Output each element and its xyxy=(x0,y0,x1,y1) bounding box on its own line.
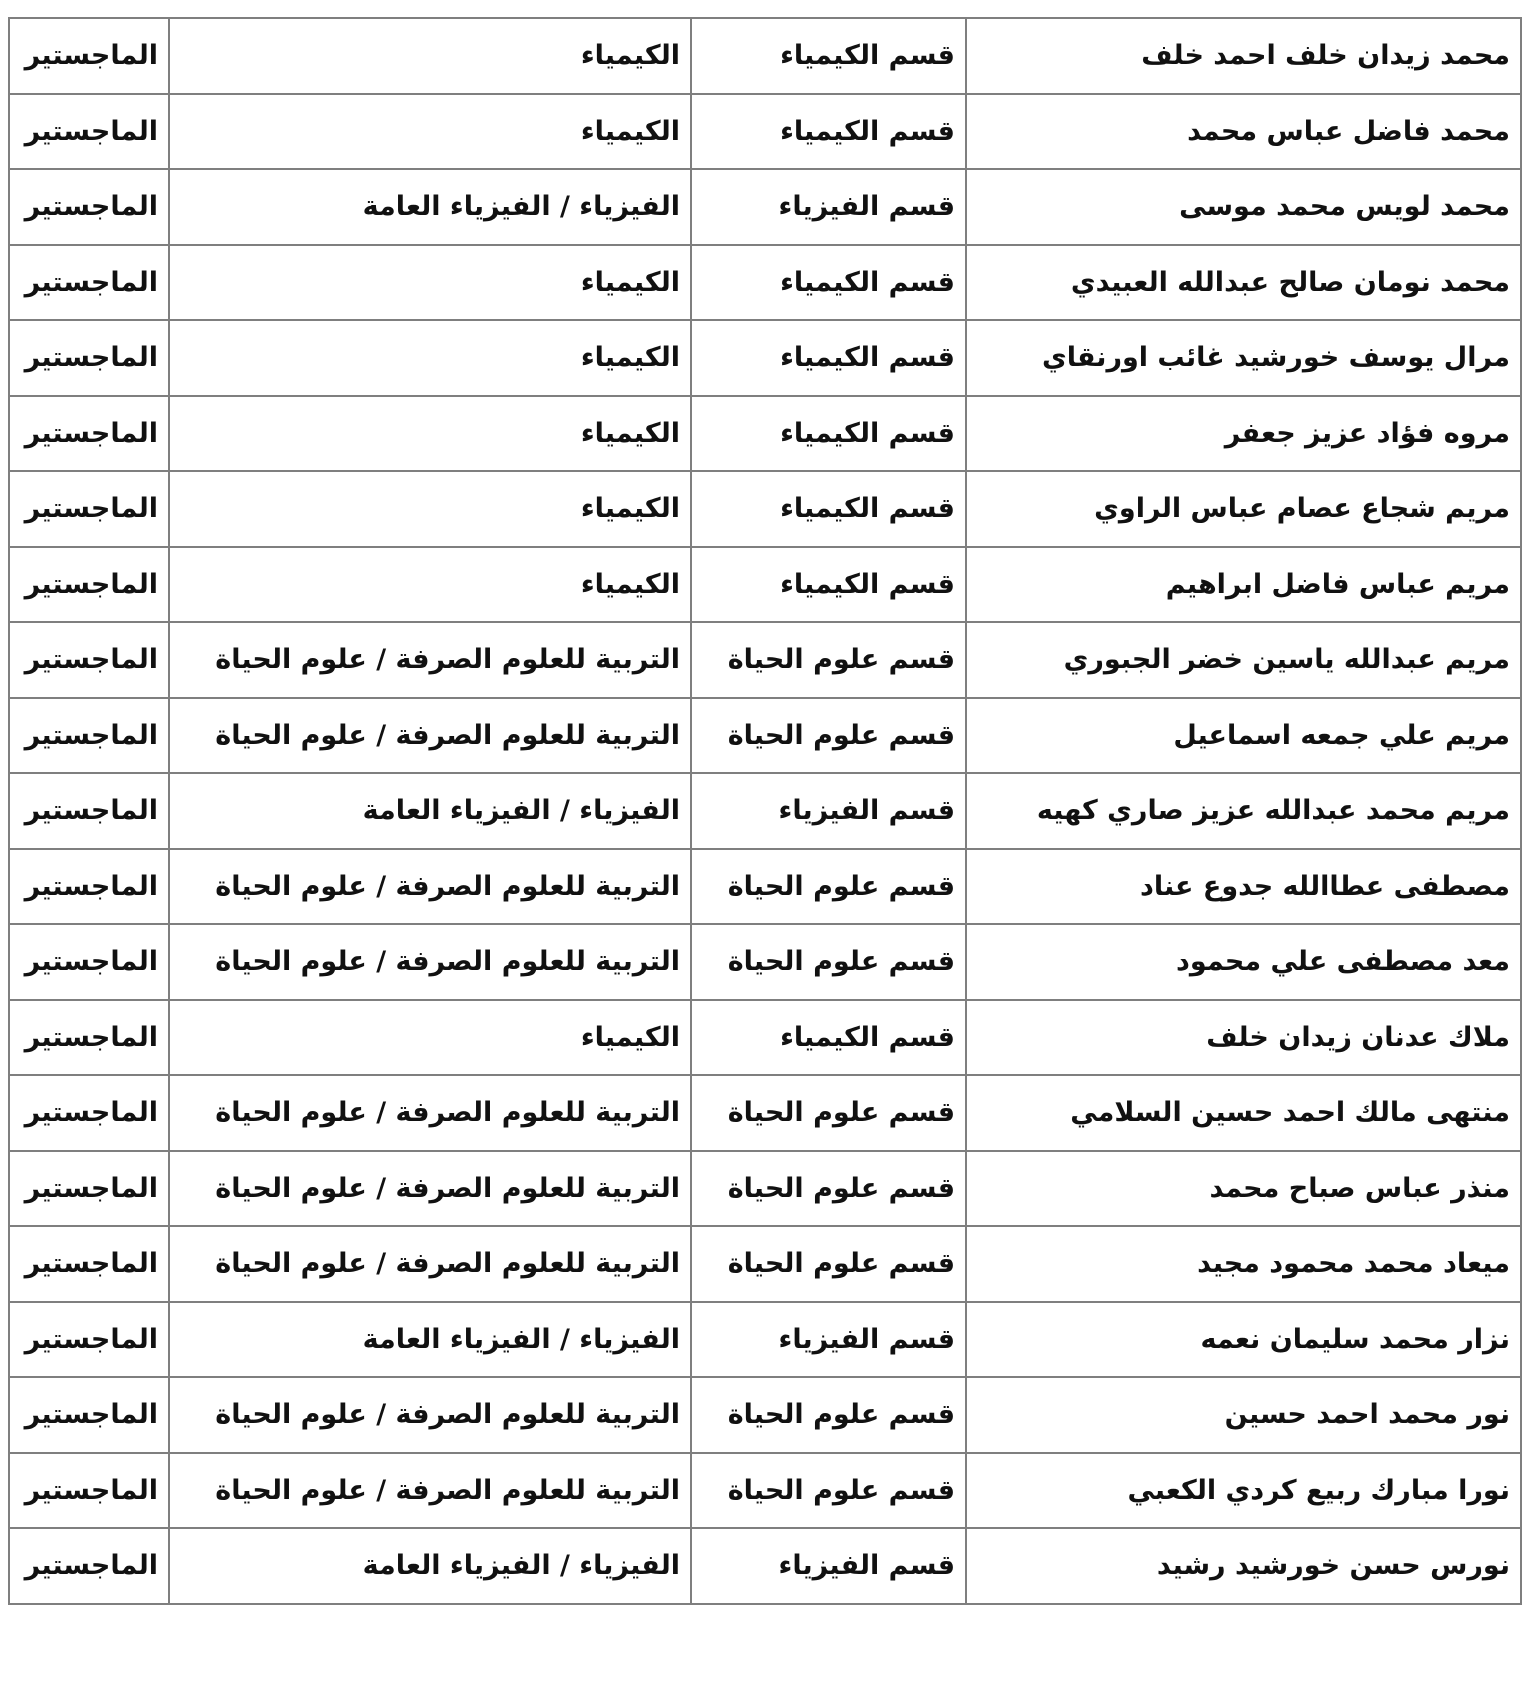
specialization-cell: التربية للعلوم الصرفة / علوم الحياة xyxy=(169,849,691,925)
degree-cell: الماجستير xyxy=(9,396,169,472)
student-name-cell: محمد زيدان خلف احمد خلف xyxy=(966,18,1521,94)
department-cell: قسم علوم الحياة xyxy=(691,622,966,698)
degree-cell: الماجستير xyxy=(9,773,169,849)
specialization-cell: التربية للعلوم الصرفة / علوم الحياة xyxy=(169,1151,691,1227)
degree-cell: الماجستير xyxy=(9,18,169,94)
department-cell: قسم الكيمياء xyxy=(691,245,966,321)
department-cell: قسم الكيمياء xyxy=(691,1000,966,1076)
table-row xyxy=(9,94,1521,170)
specialization-cell: التربية للعلوم الصرفة / علوم الحياة xyxy=(169,1377,691,1453)
department-cell: قسم الكيمياء xyxy=(691,94,966,170)
specialization-cell: الفيزياء / الفيزياء العامة xyxy=(169,169,691,245)
records-table-body xyxy=(9,18,1521,1604)
table-row xyxy=(9,1528,1521,1604)
student-name-cell: ملاك عدنان زيدان خلف xyxy=(966,1000,1521,1076)
department-cell: قسم علوم الحياة xyxy=(691,849,966,925)
student-name-cell: مريم عباس فاضل ابراهيم xyxy=(966,547,1521,623)
table-row xyxy=(9,396,1521,472)
degree-cell: الماجستير xyxy=(9,245,169,321)
table-row xyxy=(9,320,1521,396)
department-cell: قسم علوم الحياة xyxy=(691,1226,966,1302)
department-cell: قسم علوم الحياة xyxy=(691,1075,966,1151)
table-row xyxy=(9,1453,1521,1529)
student-name-cell: مصطفى عطاالله جدوع عناد xyxy=(966,849,1521,925)
table-row xyxy=(9,924,1521,1000)
student-name-cell: محمد نومان صالح عبدالله العبيدي xyxy=(966,245,1521,321)
department-cell: قسم الفيزياء xyxy=(691,773,966,849)
student-name-cell: مرال يوسف خورشيد غائب اورنقاي xyxy=(966,320,1521,396)
table-row xyxy=(9,849,1521,925)
department-cell: قسم الكيمياء xyxy=(691,547,966,623)
specialization-cell: التربية للعلوم الصرفة / علوم الحياة xyxy=(169,1453,691,1529)
student-name-cell: منذر عباس صباح محمد xyxy=(966,1151,1521,1227)
specialization-cell: التربية للعلوم الصرفة / علوم الحياة xyxy=(169,622,691,698)
student-name-cell: نزار محمد سليمان نعمه xyxy=(966,1302,1521,1378)
specialization-cell: التربية للعلوم الصرفة / علوم الحياة xyxy=(169,1226,691,1302)
degree-cell: الماجستير xyxy=(9,1528,169,1604)
degree-cell: الماجستير xyxy=(9,924,169,1000)
degree-cell: الماجستير xyxy=(9,94,169,170)
degree-cell: الماجستير xyxy=(9,1075,169,1151)
student-name-cell: ميعاد محمد محمود مجيد xyxy=(966,1226,1521,1302)
table-row xyxy=(9,698,1521,774)
student-name-cell: نورا مبارك ربيع كردي الكعبي xyxy=(966,1453,1521,1529)
table-row xyxy=(9,245,1521,321)
specialization-cell: الكيمياء xyxy=(169,471,691,547)
department-cell: قسم الفيزياء xyxy=(691,169,966,245)
student-name-cell: محمد لويس محمد موسى xyxy=(966,169,1521,245)
specialization-cell: الكيمياء xyxy=(169,547,691,623)
student-name-cell: مريم علي جمعه اسماعيل xyxy=(966,698,1521,774)
student-name-cell: مريم محمد عبدالله عزيز صاري كهيه xyxy=(966,773,1521,849)
department-cell: قسم الفيزياء xyxy=(691,1302,966,1378)
specialization-cell: الفيزياء / الفيزياء العامة xyxy=(169,1302,691,1378)
table-row xyxy=(9,547,1521,623)
department-cell: قسم الكيمياء xyxy=(691,320,966,396)
degree-cell: الماجستير xyxy=(9,1453,169,1529)
table-row xyxy=(9,1075,1521,1151)
student-name-cell: نور محمد احمد حسين xyxy=(966,1377,1521,1453)
specialization-cell: الكيمياء xyxy=(169,94,691,170)
specialization-cell: الكيمياء xyxy=(169,18,691,94)
table-row xyxy=(9,169,1521,245)
degree-cell: الماجستير xyxy=(9,1226,169,1302)
table-row xyxy=(9,1377,1521,1453)
table-row xyxy=(9,471,1521,547)
degree-cell: الماجستير xyxy=(9,698,169,774)
student-name-cell: مريم شجاع عصام عباس الراوي xyxy=(966,471,1521,547)
department-cell: قسم الفيزياء xyxy=(691,1528,966,1604)
table-row xyxy=(9,1000,1521,1076)
degree-cell: الماجستير xyxy=(9,849,169,925)
specialization-cell: الكيمياء xyxy=(169,320,691,396)
specialization-cell: الفيزياء / الفيزياء العامة xyxy=(169,773,691,849)
specialization-cell: التربية للعلوم الصرفة / علوم الحياة xyxy=(169,924,691,1000)
degree-cell: الماجستير xyxy=(9,320,169,396)
degree-cell: الماجستير xyxy=(9,1151,169,1227)
department-cell: قسم الكيمياء xyxy=(691,471,966,547)
degree-cell: الماجستير xyxy=(9,547,169,623)
department-cell: قسم علوم الحياة xyxy=(691,1453,966,1529)
student-name-cell: معد مصطفى علي محمود xyxy=(966,924,1521,1000)
table-row xyxy=(9,1151,1521,1227)
student-name-cell: مروه فؤاد عزيز جعفر xyxy=(966,396,1521,472)
student-name-cell: نورس حسن خورشيد رشيد xyxy=(966,1528,1521,1604)
records-table xyxy=(8,17,1522,1605)
student-name-cell: محمد فاضل عباس محمد xyxy=(966,94,1521,170)
table-row xyxy=(9,18,1521,94)
specialization-cell: التربية للعلوم الصرفة / علوم الحياة xyxy=(169,1075,691,1151)
specialization-cell: الكيمياء xyxy=(169,396,691,472)
degree-cell: الماجستير xyxy=(9,1000,169,1076)
department-cell: قسم الكيمياء xyxy=(691,18,966,94)
specialization-cell: الكيمياء xyxy=(169,1000,691,1076)
specialization-cell: الكيمياء xyxy=(169,245,691,321)
student-name-cell: مريم عبدالله ياسين خضر الجبوري xyxy=(966,622,1521,698)
degree-cell: الماجستير xyxy=(9,622,169,698)
department-cell: قسم علوم الحياة xyxy=(691,698,966,774)
table-row xyxy=(9,622,1521,698)
department-cell: قسم علوم الحياة xyxy=(691,924,966,1000)
table-row xyxy=(9,773,1521,849)
specialization-cell: التربية للعلوم الصرفة / علوم الحياة xyxy=(169,698,691,774)
degree-cell: الماجستير xyxy=(9,471,169,547)
records-table-container xyxy=(8,17,1520,1605)
student-name-cell: منتهى مالك احمد حسين السلامي xyxy=(966,1075,1521,1151)
table-row xyxy=(9,1302,1521,1378)
department-cell: قسم الكيمياء xyxy=(691,396,966,472)
degree-cell: الماجستير xyxy=(9,1377,169,1453)
specialization-cell: الفيزياء / الفيزياء العامة xyxy=(169,1528,691,1604)
table-row xyxy=(9,1226,1521,1302)
department-cell: قسم علوم الحياة xyxy=(691,1151,966,1227)
department-cell: قسم علوم الحياة xyxy=(691,1377,966,1453)
degree-cell: الماجستير xyxy=(9,169,169,245)
degree-cell: الماجستير xyxy=(9,1302,169,1378)
